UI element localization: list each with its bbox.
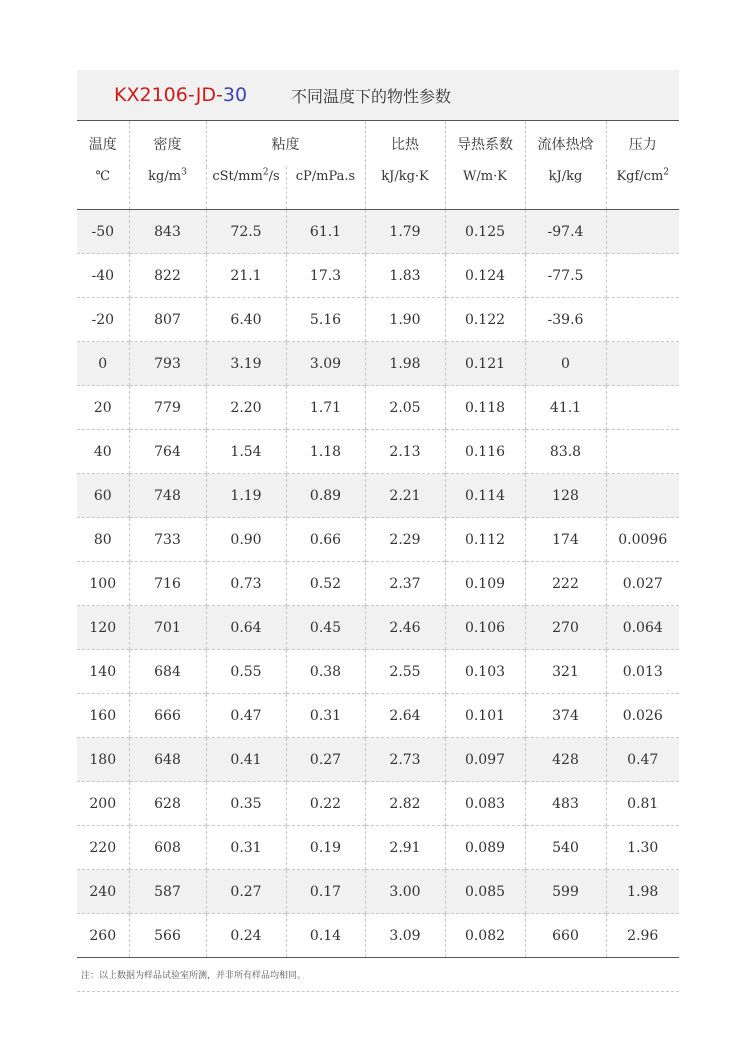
cell-temperature: 80: [77, 518, 129, 562]
cell-enthalpy: 321: [525, 650, 606, 694]
cell-enthalpy: 374: [525, 694, 606, 738]
cell-dynamic-viscosity: 0.14: [286, 914, 365, 958]
cell-conductivity: 0.101: [445, 694, 525, 738]
unit-temperature: ℃: [95, 169, 111, 184]
cell-kinematic-viscosity: 21.1: [206, 254, 286, 298]
property-sheet: [77, 70, 679, 992]
header-conductivity: 导热系数: [445, 121, 525, 167]
cell-enthalpy: 270: [525, 606, 606, 650]
cell-kinematic-viscosity: 0.55: [206, 650, 286, 694]
cell-specific-heat: 1.79: [365, 210, 445, 254]
cell-temperature: 20: [77, 386, 129, 430]
cell-pressure: 0.064: [606, 606, 679, 650]
table-row: [77, 650, 679, 694]
table-row: [77, 518, 679, 562]
cell-dynamic-viscosity: 0.17: [286, 870, 365, 914]
cell-specific-heat: 1.83: [365, 254, 445, 298]
cell-kinematic-viscosity: 0.47: [206, 694, 286, 738]
cell-temperature: 140: [77, 650, 129, 694]
cell-conductivity: 0.097: [445, 738, 525, 782]
table-row: [77, 430, 679, 474]
table-row: [77, 694, 679, 738]
header-enthalpy: 流体热焓: [525, 121, 606, 167]
cell-enthalpy: 660: [525, 914, 606, 958]
cell-pressure: 0.026: [606, 694, 679, 738]
cell-specific-heat: 1.98: [365, 342, 445, 386]
cell-pressure: [606, 430, 679, 474]
table-row: [77, 826, 679, 870]
unit-enthalpy: kJ/kg: [525, 167, 606, 210]
table-row: [77, 298, 679, 342]
cell-conductivity: 0.114: [445, 474, 525, 518]
cell-pressure: [606, 386, 679, 430]
cell-temperature: 100: [77, 562, 129, 606]
unit-pressure: Kgf/$cm^2$: [606, 167, 679, 210]
cell-enthalpy: 222: [525, 562, 606, 606]
cell-enthalpy: 41.1: [525, 386, 606, 430]
unit-kinematic-viscosity: cSt/$mm^2/s$: [206, 167, 286, 210]
cell-kinematic-viscosity: 3.19: [206, 342, 286, 386]
cell-specific-heat: 3.09: [365, 914, 445, 958]
cell-dynamic-viscosity: 0.27: [286, 738, 365, 782]
table-row: [77, 870, 679, 914]
cell-kinematic-viscosity: 2.20: [206, 386, 286, 430]
cell-enthalpy: 83.8: [525, 430, 606, 474]
cell-temperature: 60: [77, 474, 129, 518]
cell-enthalpy: -77.5: [525, 254, 606, 298]
model-number-dash: -JD-: [187, 84, 223, 106]
footnote: 注：以上数据为样品试验室所测，并非所有样品均相同。: [77, 968, 679, 992]
cell-pressure: [606, 210, 679, 254]
title-bar: [77, 70, 679, 121]
cell-kinematic-viscosity: 1.54: [206, 430, 286, 474]
cell-temperature: -50: [77, 210, 129, 254]
cell-pressure: 0.027: [606, 562, 679, 606]
table-header: [77, 121, 679, 210]
cell-density: 807: [129, 298, 206, 342]
cell-density: 748: [129, 474, 206, 518]
cell-enthalpy: -39.6: [525, 298, 606, 342]
cell-density: 843: [129, 210, 206, 254]
unit-density: $kg/m^3$: [129, 167, 206, 210]
cell-specific-heat: 2.64: [365, 694, 445, 738]
cell-kinematic-viscosity: 0.31: [206, 826, 286, 870]
cell-temperature: 240: [77, 870, 129, 914]
cell-dynamic-viscosity: 61.1: [286, 210, 365, 254]
cell-conductivity: 0.121: [445, 342, 525, 386]
cell-dynamic-viscosity: 0.19: [286, 826, 365, 870]
cell-kinematic-viscosity: 0.73: [206, 562, 286, 606]
cell-dynamic-viscosity: 3.09: [286, 342, 365, 386]
table-row: [77, 606, 679, 650]
cell-pressure: 0.81: [606, 782, 679, 826]
cell-temperature: 180: [77, 738, 129, 782]
cell-pressure: 1.98: [606, 870, 679, 914]
cell-temperature: 260: [77, 914, 129, 958]
table-row: [77, 386, 679, 430]
cell-dynamic-viscosity: 0.38: [286, 650, 365, 694]
cell-density: 733: [129, 518, 206, 562]
cell-density: 793: [129, 342, 206, 386]
unit-conductivity: W/m·K: [445, 167, 525, 210]
cell-specific-heat: 2.91: [365, 826, 445, 870]
cell-temperature: -20: [77, 298, 129, 342]
cell-conductivity: 0.124: [445, 254, 525, 298]
cell-specific-heat: 2.05: [365, 386, 445, 430]
cell-temperature: 40: [77, 430, 129, 474]
cell-specific-heat: 2.29: [365, 518, 445, 562]
cell-specific-heat: 3.00: [365, 870, 445, 914]
table-row: [77, 914, 679, 958]
cell-density: 701: [129, 606, 206, 650]
cell-enthalpy: -97.4: [525, 210, 606, 254]
cell-enthalpy: 428: [525, 738, 606, 782]
cell-conductivity: 0.112: [445, 518, 525, 562]
cell-kinematic-viscosity: 0.41: [206, 738, 286, 782]
cell-enthalpy: 599: [525, 870, 606, 914]
cell-pressure: 0.013: [606, 650, 679, 694]
cell-enthalpy: 174: [525, 518, 606, 562]
table-row: [77, 342, 679, 386]
cell-specific-heat: 2.82: [365, 782, 445, 826]
cell-specific-heat: 2.21: [365, 474, 445, 518]
table-row: [77, 738, 679, 782]
cell-enthalpy: 128: [525, 474, 606, 518]
cell-density: 716: [129, 562, 206, 606]
cell-conductivity: 0.125: [445, 210, 525, 254]
cell-kinematic-viscosity: 0.24: [206, 914, 286, 958]
cell-conductivity: 0.106: [445, 606, 525, 650]
unit-dynamic-viscosity: cP/mPa.s: [286, 167, 365, 210]
cell-conductivity: 0.103: [445, 650, 525, 694]
cell-conductivity: 0.122: [445, 298, 525, 342]
cell-dynamic-viscosity: 0.31: [286, 694, 365, 738]
document-title: 不同温度下的物性参数: [291, 86, 452, 106]
cell-density: 628: [129, 782, 206, 826]
cell-conductivity: 0.109: [445, 562, 525, 606]
cell-density: 779: [129, 386, 206, 430]
cell-temperature: 0: [77, 342, 129, 386]
cell-specific-heat: 2.46: [365, 606, 445, 650]
cell-kinematic-viscosity: 0.27: [206, 870, 286, 914]
cell-pressure: [606, 254, 679, 298]
cell-dynamic-viscosity: 0.89: [286, 474, 365, 518]
cell-kinematic-viscosity: 0.90: [206, 518, 286, 562]
cell-specific-heat: 2.13: [365, 430, 445, 474]
header-specific-heat: 比热: [365, 121, 445, 167]
cell-temperature: -40: [77, 254, 129, 298]
model-number: [114, 84, 247, 106]
cell-pressure: [606, 342, 679, 386]
cell-enthalpy: 0: [525, 342, 606, 386]
cell-dynamic-viscosity: 0.66: [286, 518, 365, 562]
cell-pressure: 1.30: [606, 826, 679, 870]
cell-density: 764: [129, 430, 206, 474]
table-body: [77, 210, 679, 958]
cell-density: 666: [129, 694, 206, 738]
table-row: [77, 210, 679, 254]
cell-dynamic-viscosity: 1.71: [286, 386, 365, 430]
header-viscosity: 粘度: [206, 121, 365, 167]
header-density: 密度: [129, 121, 206, 167]
unit-specific-heat: kJ/kg·K: [365, 167, 445, 210]
cell-dynamic-viscosity: 5.16: [286, 298, 365, 342]
properties-table: [77, 121, 679, 958]
cell-temperature: 120: [77, 606, 129, 650]
cell-kinematic-viscosity: 72.5: [206, 210, 286, 254]
model-number-blue: 30: [222, 84, 248, 106]
cell-temperature: 200: [77, 782, 129, 826]
header-temperature: 温度: [88, 137, 117, 153]
cell-density: 822: [129, 254, 206, 298]
cell-pressure: [606, 298, 679, 342]
cell-dynamic-viscosity: 0.22: [286, 782, 365, 826]
cell-conductivity: 0.085: [445, 870, 525, 914]
cell-temperature: 220: [77, 826, 129, 870]
model-number-red: KX2106: [114, 84, 188, 106]
cell-dynamic-viscosity: 1.18: [286, 430, 365, 474]
table-row: [77, 254, 679, 298]
table-row: [77, 782, 679, 826]
cell-density: 608: [129, 826, 206, 870]
cell-dynamic-viscosity: 0.45: [286, 606, 365, 650]
cell-pressure: [606, 474, 679, 518]
cell-enthalpy: 540: [525, 826, 606, 870]
cell-conductivity: 0.116: [445, 430, 525, 474]
cell-dynamic-viscosity: 0.52: [286, 562, 365, 606]
cell-pressure: 2.96: [606, 914, 679, 958]
cell-pressure: 0.47: [606, 738, 679, 782]
cell-density: 587: [129, 870, 206, 914]
cell-kinematic-viscosity: 0.64: [206, 606, 286, 650]
cell-pressure: 0.0096: [606, 518, 679, 562]
cell-kinematic-viscosity: 1.19: [206, 474, 286, 518]
cell-specific-heat: 2.55: [365, 650, 445, 694]
cell-dynamic-viscosity: 17.3: [286, 254, 365, 298]
cell-conductivity: 0.083: [445, 782, 525, 826]
cell-density: 684: [129, 650, 206, 694]
header-pressure: 压力: [606, 121, 679, 167]
cell-density: 648: [129, 738, 206, 782]
cell-conductivity: 0.082: [445, 914, 525, 958]
cell-conductivity: 0.118: [445, 386, 525, 430]
cell-kinematic-viscosity: 6.40: [206, 298, 286, 342]
cell-density: 566: [129, 914, 206, 958]
cell-temperature: 160: [77, 694, 129, 738]
cell-conductivity: 0.089: [445, 826, 525, 870]
table-row: [77, 474, 679, 518]
cell-enthalpy: 483: [525, 782, 606, 826]
cell-specific-heat: 1.90: [365, 298, 445, 342]
cell-kinematic-viscosity: 0.35: [206, 782, 286, 826]
cell-specific-heat: 2.37: [365, 562, 445, 606]
table-row: [77, 562, 679, 606]
cell-specific-heat: 2.73: [365, 738, 445, 782]
